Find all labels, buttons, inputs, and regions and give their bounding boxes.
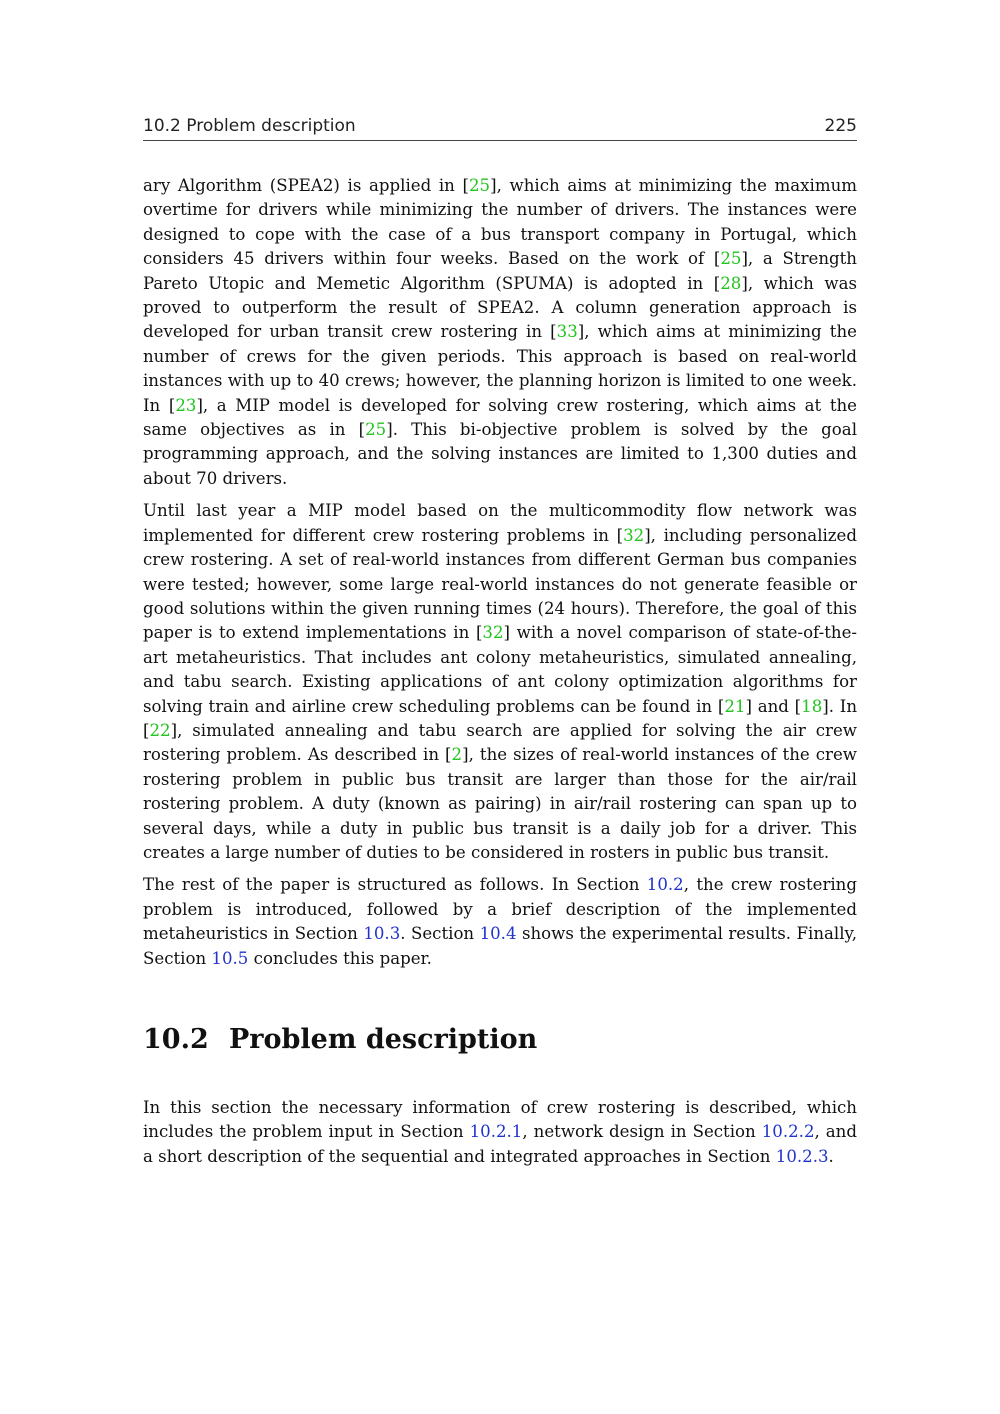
citation-link[interactable]: 18 [801, 696, 823, 716]
text-run: ]. In [ [143, 696, 858, 740]
text-run: ], a Strength Pareto Utopic and Memetic Algorithm (SPUMA) is adopted in [ [143, 249, 857, 293]
text-run: The rest of the paper is structured as follows. In Section [143, 875, 647, 895]
paragraph-3 [143, 873, 857, 971]
paragraph-2 [143, 499, 857, 865]
text-run: ], which aims at minimizing the maximum overtime for drivers while minimizing the number of drivers. The instances were designed to cope with the case of a bus transport company in Portugal, which considers 45 drivers within four weeks. Based on the work of [ [143, 176, 858, 269]
running-header [143, 114, 857, 141]
section-link[interactable]: 10.2 [646, 875, 684, 895]
running-title: 10.2 Problem description [143, 116, 356, 136]
citation-link[interactable]: 33 [556, 322, 578, 342]
section-link[interactable]: 10.5 [211, 948, 249, 968]
citation-link[interactable]: 23 [175, 395, 197, 415]
citation-link[interactable]: 25 [720, 249, 742, 269]
text-run: Until last year a MIP model based on the multicommodity flow network was implemented for different crew rostering problems in [ [143, 501, 857, 545]
text-run: ], the sizes of real-world instances of the crew rostering problem in public bus transit are larger than those for the air/rail rostering problem. A duty (known as pairing) in air/rail rostering can span up to several days, while a duty in public bus transit is a daily job for a driver. This creates a large number of duties to be considered in rosters in public bus transit. [143, 745, 857, 862]
citation-link[interactable]: 2 [451, 745, 463, 765]
section-number: 10.2 [143, 1024, 209, 1055]
text-run: ary Algorithm (SPEA2) is applied in [ [143, 176, 469, 195]
text-run: ]. This bi-objective problem is solved by the goal programming approach, and the solving instances are limited to 1,300 duties and about 70 drivers. [143, 420, 858, 488]
text-run: ], which was proved to outperform the result of SPEA2. A column generation approach is developed for urban transit crew rostering in [ [143, 273, 858, 342]
text-run: ], simulated annealing and tabu search are applied for solving the air crew rostering problem. As described in [ [143, 720, 857, 765]
section-link[interactable]: 10.2.2 [761, 1122, 815, 1142]
citation-link[interactable]: 25 [365, 420, 387, 440]
text-run: concludes this paper. [248, 948, 432, 968]
text-run: , the crew rostering problem is introduced, followed by a brief description of the implemented metaheuristics in Section [143, 875, 857, 944]
body-text [143, 174, 857, 979]
page-number: 225 [824, 116, 857, 136]
paragraph-1 [143, 174, 857, 491]
section-link[interactable]: 10.4 [479, 924, 517, 944]
text-run: ] with a novel comparison of state-of-the-art metaheuristics. That includes ant colony metaheuristics, simulated annealing, and tabu search. Existing applications of ant colony optimization algorithms for solving train and airline crew scheduling problems can be found in [ [143, 623, 857, 716]
section-heading [143, 1024, 857, 1055]
text-run: . Section [400, 924, 480, 944]
section-body-text [143, 1096, 857, 1169]
paragraph-4 [143, 1096, 857, 1169]
text-run: In this section the necessary information of crew rostering is described, which includes the problem input in Section [143, 1098, 857, 1142]
text-run: ] and [ [745, 696, 802, 716]
text-run: ], including personalized crew rostering. A set of real-world instances from different German bus companies were tested; however, some large real-world instances do not generate feasible or good solutions within the given running times (24 hours). Therefore, the goal of this paper is to extend implementations in [ [143, 525, 857, 643]
section-link[interactable]: 10.3 [363, 924, 401, 944]
text-run: . [828, 1146, 834, 1166]
section-link[interactable]: 10.2.3 [775, 1146, 829, 1166]
citation-link[interactable]: 21 [724, 696, 746, 716]
text-run: ], a MIP model is developed for solving crew rostering, which aims at the same objectives as in [ [143, 395, 857, 440]
text-run: , network design in Section [522, 1122, 762, 1142]
section-link[interactable]: 10.2.1 [469, 1122, 523, 1142]
text-run: , and a short description of the sequential and integrated approaches in Section [143, 1122, 857, 1166]
citation-link[interactable]: 25 [468, 176, 491, 195]
text-run: shows the experimental results. Finally, Section [143, 924, 857, 968]
section-title: Problem description [229, 1024, 538, 1055]
citation-link[interactable]: 32 [482, 623, 504, 643]
text-run: ], which aims at minimizing the number of crews for the given periods. This approach is based on real-world instances with up to 40 crews; however, the planning horizon is limited to one week. In [ [143, 322, 857, 415]
citation-link[interactable]: 28 [720, 273, 742, 293]
citation-link[interactable]: 32 [623, 525, 645, 545]
citation-link[interactable]: 22 [149, 720, 171, 740]
